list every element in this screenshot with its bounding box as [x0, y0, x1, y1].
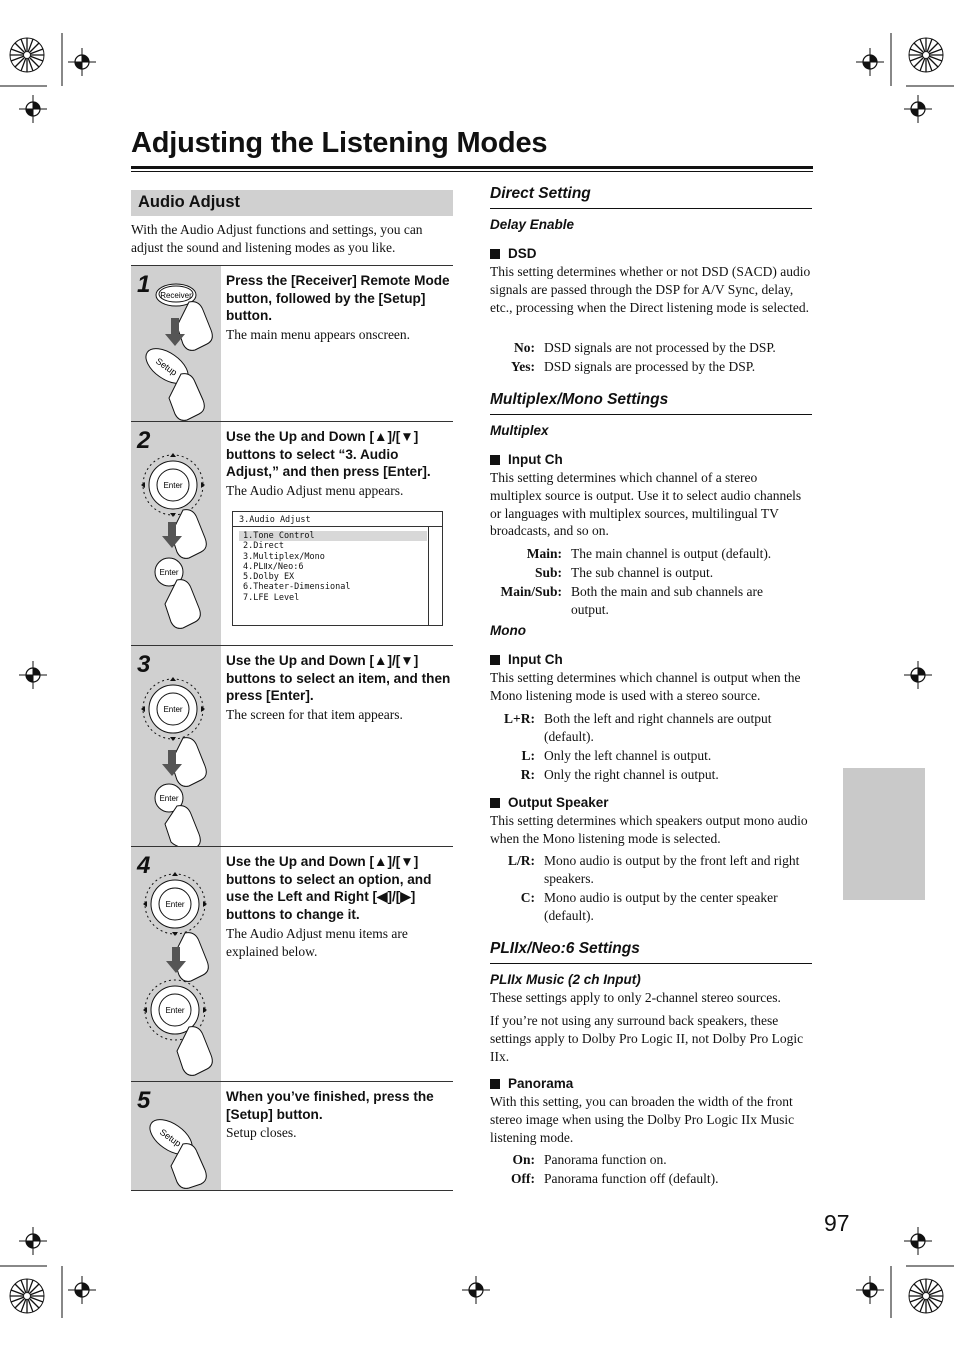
enter-button-label: Enter [159, 794, 179, 803]
option-text: The sub channel is output. [571, 565, 714, 580]
chapter-side-tab [843, 768, 925, 900]
option-text: Mono audio is output by the center speaker (default). [544, 890, 778, 923]
heading-pliix-neo6: PLIIx/Neo:6 Settings [490, 940, 640, 957]
option-text: Only the right channel is output. [544, 767, 719, 782]
step-1 [131, 265, 453, 421]
osd-item[interactable]: 4.PLⅡx/Neo:6 [243, 561, 304, 572]
step-instruction: Use the Up and Down [▲]/[▼] buttons to select “3. Audio Adjust,” and then press [Enter]. [226, 429, 431, 480]
enter-dial-illustration [131, 422, 221, 645]
receiver-button-label: Receiver [160, 291, 192, 300]
option-key: On: [512, 1152, 535, 1167]
subheading-pliix-music: PLIIx Music (2 ch Input) [490, 972, 641, 987]
setting-panorama: Panorama [490, 1076, 812, 1091]
enter-button-label: Enter [163, 705, 183, 714]
enter-dial-illustration [131, 847, 221, 1081]
step-figure [131, 422, 221, 645]
osd-item[interactable]: 5.Dolby EX [243, 572, 295, 583]
mono-input-description: This setting determines which channel is output when the Mono listening mode is used with a stereo source. [490, 670, 801, 703]
page-number: 97 [824, 1210, 850, 1236]
step-4 [131, 846, 453, 1081]
option-text: DSD signals are not processed by the DSP. [544, 340, 776, 355]
multiplex-description: This setting determines which channel of a stereo multiplex source is output. Use it to select audio channels or languages with multiplex sources, multilingual TV broadcasts, and so on. [490, 470, 802, 539]
dsd-description: This setting determines whether or not DSD (SACD) audio signals are passed through the DSP for A/V Sync, delay, etc., processing when the Direct listening mode is selected. [490, 264, 811, 315]
osd-item[interactable]: 3.Multiplex/Mono [243, 551, 325, 562]
osd-divider [233, 526, 442, 527]
option-key: No: [514, 340, 535, 355]
step-result: The screen for that item appears. [226, 707, 403, 723]
option-key: Main: [526, 546, 562, 561]
option-text: Only the left channel is output. [544, 748, 712, 763]
setup-button-label: Setup [153, 355, 179, 378]
step-figure [131, 646, 221, 846]
step-text [226, 652, 451, 724]
option-text: DSD signals are processed by the DSP. [544, 359, 756, 374]
enter-button-label: Enter [159, 568, 179, 577]
option-key: L+R: [504, 711, 535, 726]
section-header-audio-adjust [131, 190, 453, 216]
osd-item[interactable]: 2.Direct [243, 541, 284, 552]
option-key: Sub: [534, 565, 562, 580]
osd-header: 3.Audio Adjust [239, 515, 311, 525]
pliix-description-1: These settings apply to only 2-channel stereo sources. [490, 990, 781, 1005]
heading-multiplex-mono: Multiplex/Mono Settings [490, 391, 669, 408]
option-text: Panorama function off (default). [544, 1171, 719, 1186]
step-number: 5 [137, 1087, 151, 1114]
step-instruction: When you’ve finished, press the [Setup] button. [226, 1089, 434, 1122]
option-key: Off: [511, 1171, 535, 1186]
heading-rule [490, 963, 812, 964]
setting-dsd: DSD [490, 246, 812, 261]
heading-direct-setting: Direct Setting [490, 185, 591, 202]
osd-scrollbar [428, 527, 429, 625]
enter-dial-illustration [131, 646, 221, 846]
output-speaker-description: This setting determines which speakers output mono audio when the Mono listening mode is selected. [490, 813, 808, 846]
option-key: C: [520, 890, 535, 905]
osd-item[interactable]: 7.LFE Level [243, 592, 300, 603]
step-figure [131, 266, 221, 421]
title-rule-thin [131, 171, 813, 172]
option-text: Panorama function on. [544, 1152, 667, 1167]
step-number: 3 [137, 651, 151, 678]
enter-button-label: Enter [165, 1006, 185, 1015]
step-number: 1 [137, 271, 151, 298]
step-figure [131, 1082, 221, 1190]
step-result: The Audio Adjust menu appears. [226, 483, 404, 499]
option-text: Both the left and right channels are output (default). [544, 711, 772, 744]
setup-button-label: Setup [157, 1126, 183, 1149]
osd-item-selected[interactable]: 1.Tone Control [239, 531, 427, 541]
osd-item[interactable]: 6.Theater-Dimensional [243, 582, 351, 593]
option-text: The main channel is output (default). [571, 546, 772, 561]
step-figure [131, 847, 221, 1081]
step-3 [131, 645, 453, 846]
setting-input-ch: Input Ch [490, 452, 812, 467]
option-key: L/R: [508, 853, 535, 868]
option-key: Main/Sub: [500, 584, 562, 599]
step-text [226, 853, 451, 960]
step-instruction: Use the Up and Down [▲]/[▼] buttons to select an option, and use the Left and Right [◀]/[▶] buttons to change it. [226, 854, 432, 923]
intro-text: With the Audio Adjust functions and settings, you can adjust the sound and listening modes as you like. [131, 222, 423, 255]
option-key: L: [521, 748, 535, 763]
enter-button-label: Enter [165, 900, 185, 909]
panorama-description: With this setting, you can broaden the width of the front stereo image when using the Dolby Pro Logic IIx Music listening mode. [490, 1094, 795, 1145]
step-number: 4 [137, 852, 151, 879]
heading-rule [490, 208, 812, 209]
option-text: Both the main and sub channels are output. [571, 584, 763, 617]
title-rule [131, 166, 813, 169]
subheading-multiplex: Multiplex [490, 423, 549, 438]
option-key: Yes: [511, 359, 535, 374]
setting-output-speaker: Output Speaker [490, 795, 812, 810]
option-text: Mono audio is output by the front left and right speakers. [544, 853, 800, 886]
step-result: The main menu appears onscreen. [226, 327, 411, 343]
step-text [226, 428, 451, 500]
audio-adjust-osd-menu [232, 511, 443, 626]
osd-list [239, 531, 427, 603]
heading-rule [490, 414, 812, 415]
step-instruction: Press the [Receiver] Remote Mode button, followed by the [Setup] button. [226, 273, 450, 324]
step-text [226, 272, 451, 344]
enter-button-label: Enter [163, 481, 183, 490]
remote-hand-illustration [131, 266, 221, 421]
setup-hand-illustration [131, 1082, 221, 1190]
pliix-description-2: If you’re not using any surround back speakers, these settings apply to Dolby Pro Logic II, not Dolby Pro Logic IIx. [490, 1013, 804, 1064]
subheading-mono: Mono [490, 623, 526, 638]
step-text [226, 1088, 451, 1142]
step-instruction: Use the Up and Down [▲]/[▼] buttons to select an item, and then press [Enter]. [226, 653, 451, 704]
step-result: Setup closes. [226, 1125, 297, 1141]
page-title: Adjusting the Listening Modes [131, 127, 548, 159]
step-result: The Audio Adjust menu items are explained below. [226, 925, 408, 959]
setting-input-ch: Input Ch [490, 652, 812, 667]
step-number: 2 [137, 427, 151, 454]
section-title: Audio Adjust [138, 193, 241, 211]
option-key: R: [520, 767, 535, 782]
subheading-delay-enable: Delay Enable [490, 217, 575, 232]
step-5 [131, 1081, 453, 1191]
